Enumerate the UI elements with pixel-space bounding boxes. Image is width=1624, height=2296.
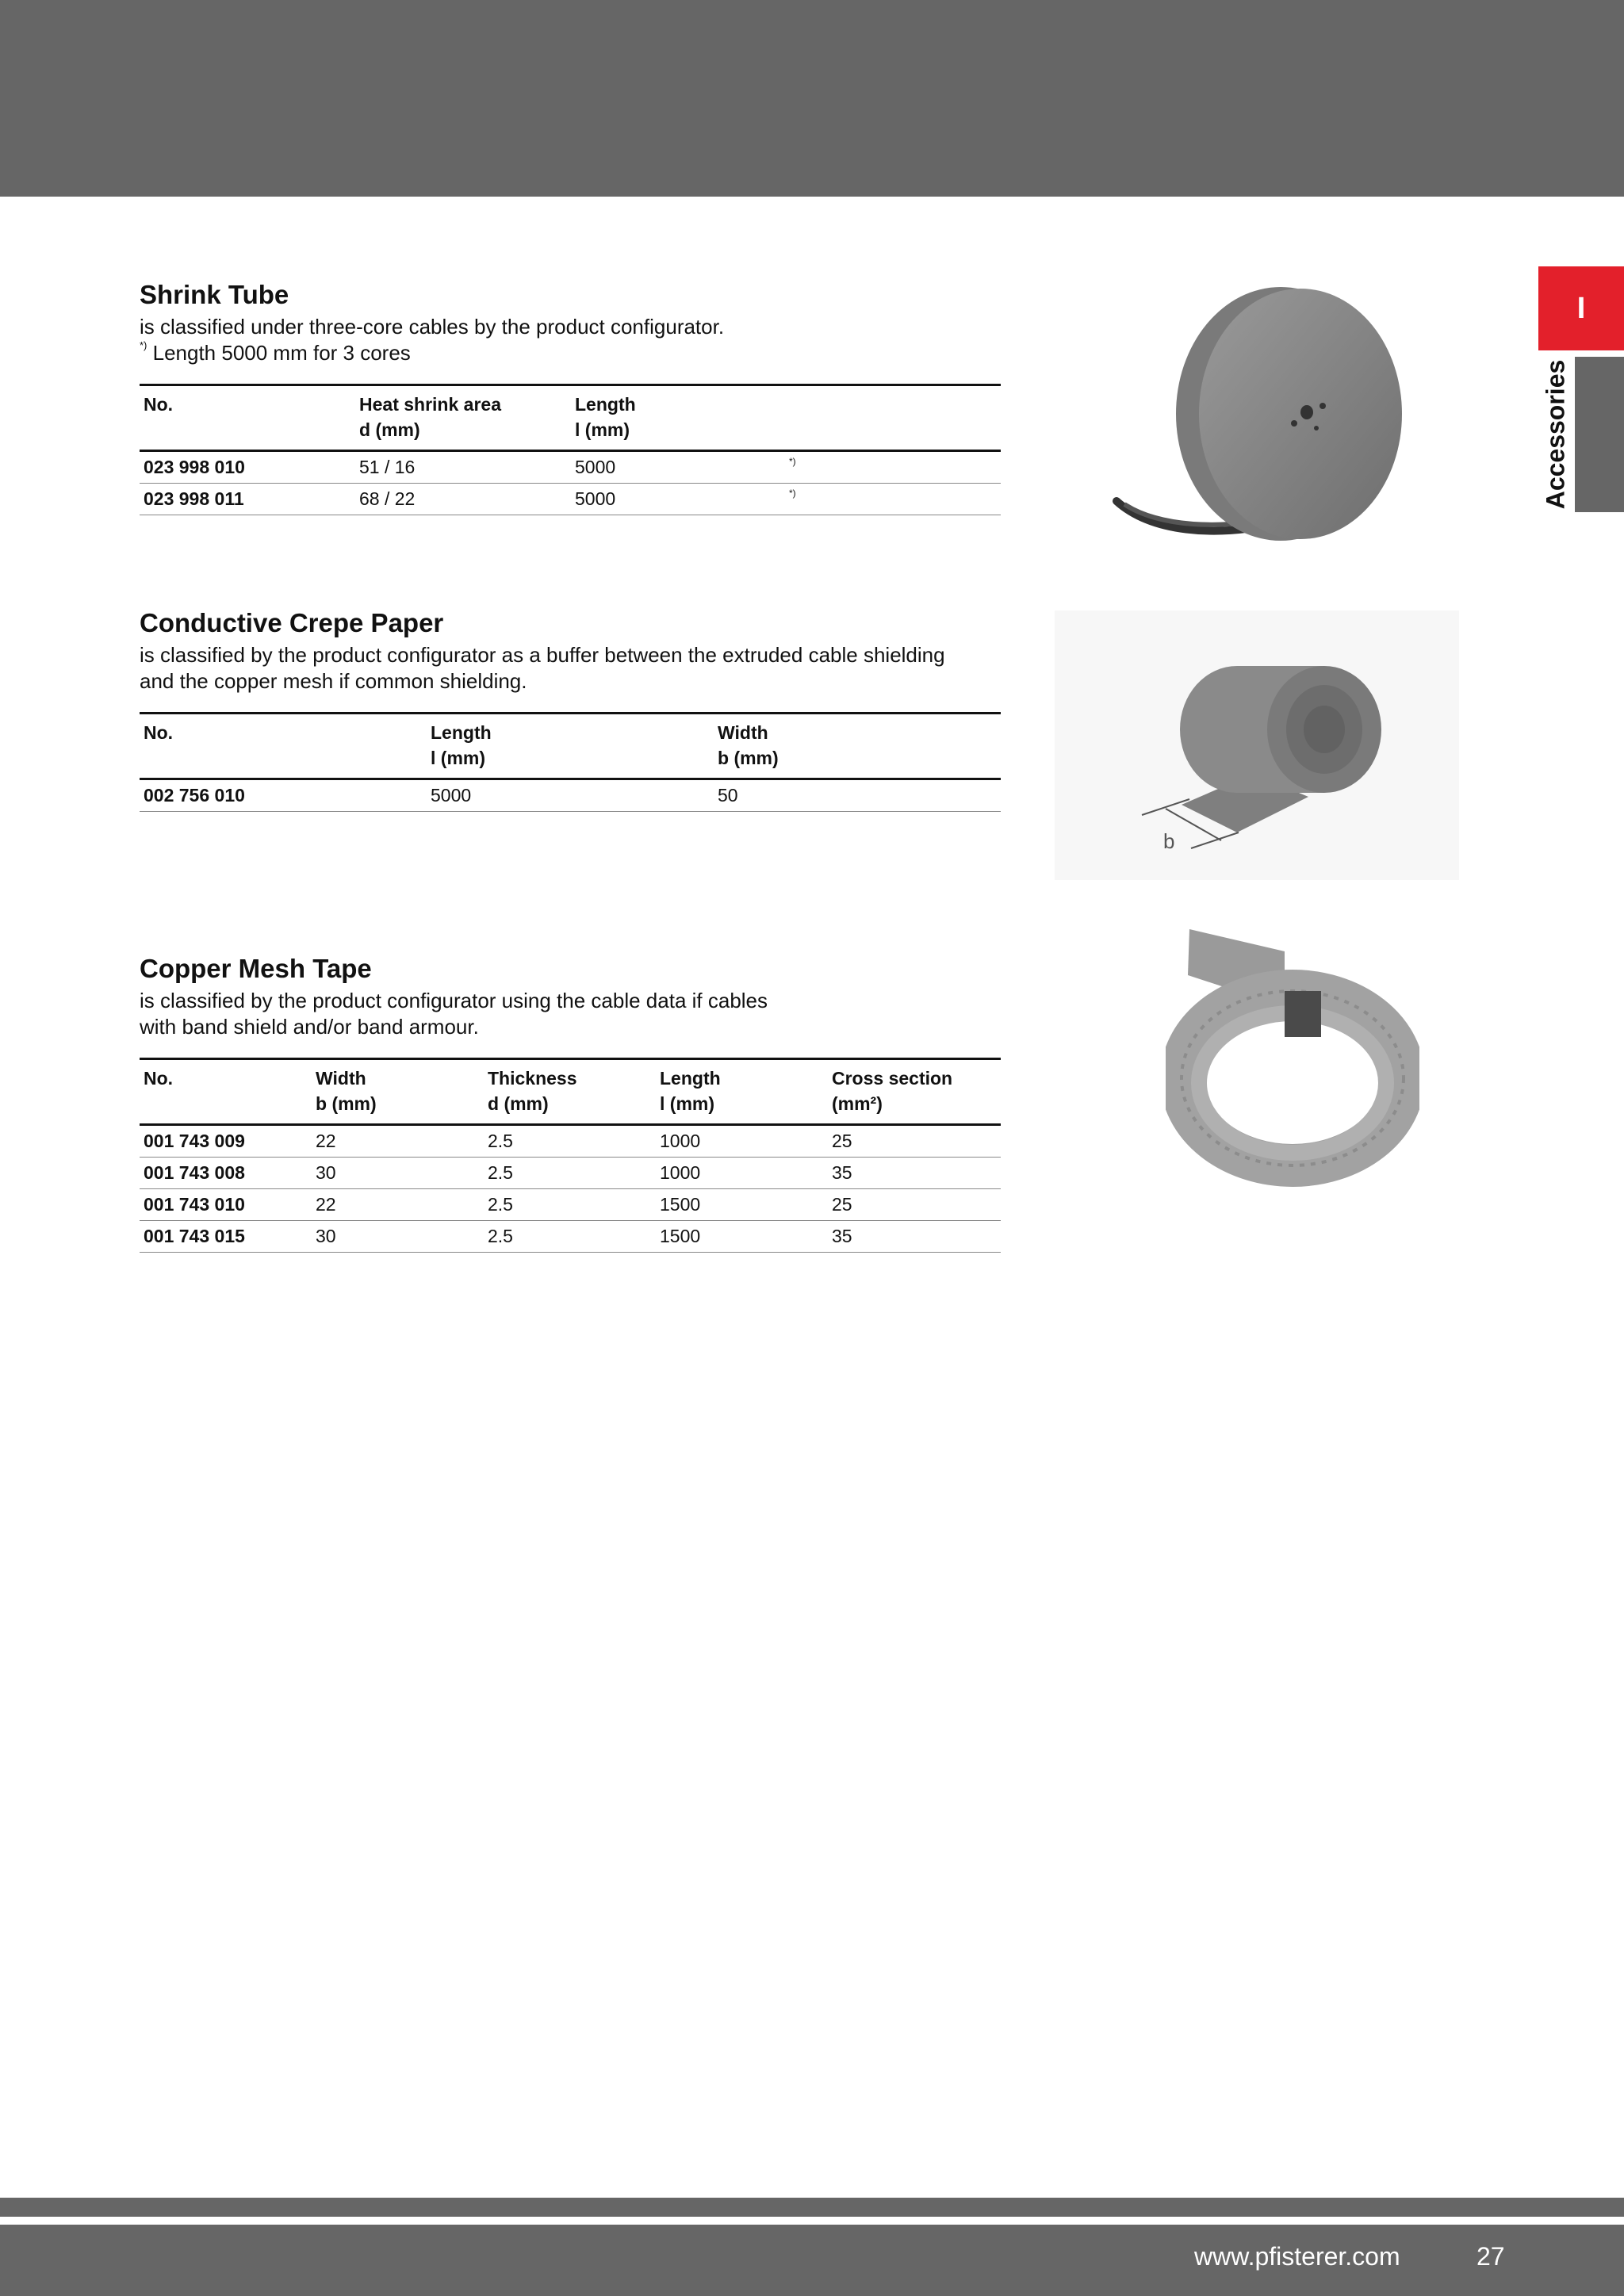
- section-note: [140, 340, 1001, 366]
- footer-website-link[interactable]: www.pfisterer.com: [1194, 2242, 1400, 2271]
- column-header: Heat shrink area: [355, 385, 571, 419]
- shrink-tube-reel-image: [1102, 270, 1419, 555]
- section-description: [140, 314, 1001, 340]
- cell-length: 1500: [656, 1221, 828, 1253]
- column-unit: [140, 746, 427, 779]
- table-units-row: [140, 1092, 1001, 1125]
- column-unit: d (mm): [355, 418, 571, 451]
- cell-width: 22: [312, 1189, 484, 1221]
- column-unit: b (mm): [312, 1092, 484, 1125]
- header-band: [0, 0, 1624, 197]
- table-row: [140, 1221, 1001, 1253]
- column-header: Length: [427, 714, 714, 747]
- section-title: Conductive Crepe Paper: [140, 608, 444, 637]
- table-row: [140, 484, 1001, 515]
- section-title: Shrink Tube: [140, 280, 289, 309]
- column-unit: l (mm): [656, 1092, 828, 1125]
- cell-note: [785, 451, 1001, 484]
- section-tab-label-text: Accessories: [1541, 359, 1570, 510]
- section-description: [140, 668, 1001, 695]
- cell-cross-section: 25: [828, 1125, 1001, 1158]
- copper-mesh-coil-image: [1166, 920, 1419, 1189]
- cell-cross-section: 35: [828, 1221, 1001, 1253]
- column-header: Width: [714, 714, 1001, 747]
- copper-mesh-section: [140, 953, 1001, 1253]
- crepe-paper-section: [140, 607, 1001, 812]
- column-unit: (mm²): [828, 1092, 1001, 1125]
- cell-width: 50: [714, 779, 1001, 812]
- article-number: 023 998 011: [140, 484, 355, 515]
- table-header-row: [140, 714, 1001, 747]
- shrink-tube-table: [140, 384, 1001, 515]
- cell-length: 1000: [656, 1125, 828, 1158]
- table-header-row: [140, 385, 1001, 419]
- description-line: is classified under three-core cables by the product configurator.: [140, 315, 725, 339]
- dimension-label: b: [1163, 829, 1175, 853]
- note-text: Length 5000 mm for 3 cores: [147, 341, 411, 365]
- cell-thickness: 2.5: [484, 1158, 656, 1189]
- article-number: 001 743 010: [140, 1189, 312, 1221]
- footer-band-thin: [0, 2198, 1624, 2217]
- description-line: and the copper mesh if common shielding.: [140, 669, 527, 693]
- cell-length: 5000: [571, 484, 785, 515]
- column-header: Width: [312, 1059, 484, 1093]
- column-unit: [140, 418, 355, 451]
- section-tab-label: [1522, 357, 1590, 512]
- section-description: [140, 988, 1001, 1014]
- column-unit: l (mm): [571, 418, 785, 451]
- table-row: [140, 1158, 1001, 1189]
- note-marker: *): [789, 488, 796, 499]
- column-header: No.: [140, 385, 355, 419]
- note-marker: *): [789, 456, 796, 467]
- column-unit: b (mm): [714, 746, 1001, 779]
- column-header: [785, 385, 1001, 419]
- column-header: No.: [140, 714, 427, 747]
- column-unit: d (mm): [484, 1092, 656, 1125]
- crepe-paper-roll-image: [1055, 610, 1459, 880]
- article-number: 001 743 009: [140, 1125, 312, 1158]
- description-line: is classified by the product configurator as a buffer between the extruded cable shielding: [140, 643, 945, 667]
- crepe-paper-table: [140, 712, 1001, 812]
- table-row: [140, 1189, 1001, 1221]
- cell-area: 68 / 22: [355, 484, 571, 515]
- cell-thickness: 2.5: [484, 1189, 656, 1221]
- cell-thickness: 2.5: [484, 1125, 656, 1158]
- description-line: is classified by the product configurator using the cable data if cables: [140, 989, 768, 1012]
- cell-area: 51 / 16: [355, 451, 571, 484]
- column-unit: [785, 418, 1001, 451]
- column-header: Thickness: [484, 1059, 656, 1093]
- column-unit: [140, 1092, 312, 1125]
- table-row: [140, 779, 1001, 812]
- page-number: 27: [1477, 2242, 1505, 2271]
- cell-length: 5000: [427, 779, 714, 812]
- column-unit: l (mm): [427, 746, 714, 779]
- section-tab-letter-text: I: [1576, 291, 1586, 325]
- section-title: Copper Mesh Tape: [140, 954, 372, 983]
- table-row: [140, 1125, 1001, 1158]
- column-header: Length: [571, 385, 785, 419]
- table-units-row: [140, 418, 1001, 451]
- article-number: 002 756 010: [140, 779, 427, 812]
- cell-cross-section: 25: [828, 1189, 1001, 1221]
- cell-thickness: 2.5: [484, 1221, 656, 1253]
- column-header: Length: [656, 1059, 828, 1093]
- article-number: 023 998 010: [140, 451, 355, 484]
- article-number: 001 743 008: [140, 1158, 312, 1189]
- cell-length: 1500: [656, 1189, 828, 1221]
- column-header: Cross section: [828, 1059, 1001, 1093]
- cell-width: 22: [312, 1125, 484, 1158]
- table-row: [140, 451, 1001, 484]
- section-tab-letter[interactable]: [1538, 266, 1624, 350]
- note-marker: *): [140, 339, 147, 351]
- cell-cross-section: 35: [828, 1158, 1001, 1189]
- article-number: 001 743 015: [140, 1221, 312, 1253]
- description-line: with band shield and/or band armour.: [140, 1015, 479, 1039]
- section-description: [140, 642, 1001, 668]
- section-description: [140, 1014, 1001, 1040]
- cell-length: 5000: [571, 451, 785, 484]
- shrink-tube-section: [140, 279, 1001, 515]
- copper-mesh-table: [140, 1058, 1001, 1253]
- table-header-row: [140, 1059, 1001, 1093]
- table-units-row: [140, 746, 1001, 779]
- cell-width: 30: [312, 1221, 484, 1253]
- cell-length: 1000: [656, 1158, 828, 1189]
- column-header: No.: [140, 1059, 312, 1093]
- cell-note: [785, 484, 1001, 515]
- cell-width: 30: [312, 1158, 484, 1189]
